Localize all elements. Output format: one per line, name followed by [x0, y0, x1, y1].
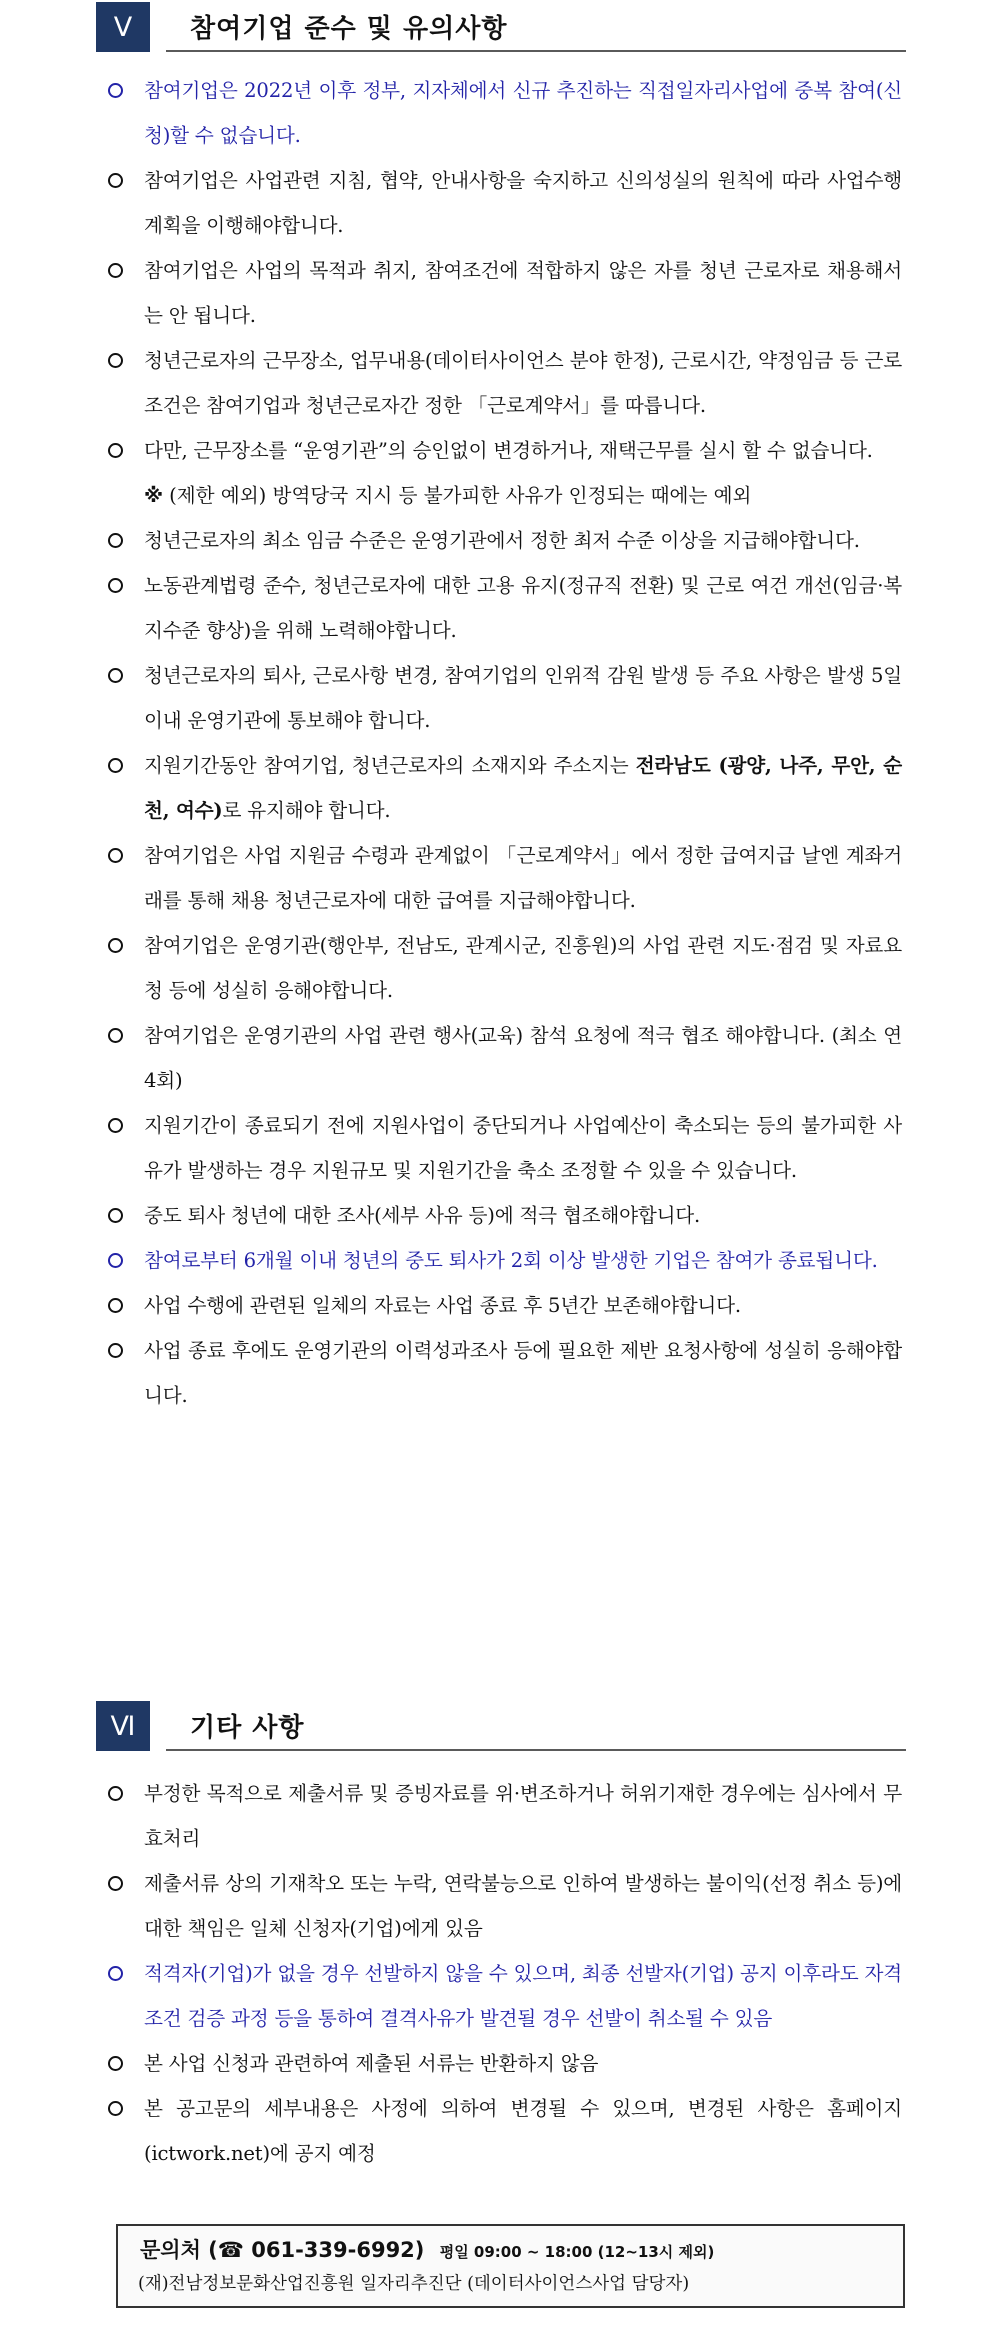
circle-bullet-icon [108, 533, 123, 548]
item-list [96, 1771, 906, 2176]
section-number: Ⅴ [96, 2, 150, 52]
item-list [96, 68, 906, 1418]
divider [166, 50, 906, 52]
list-item: 사업 종료 후에도 운영기관의 이력성과조사 등에 필요한 제반 요청사항에 성실히 응해야합니다. [96, 1328, 906, 1418]
contact-organization: (재)전남정보문화산업진흥원 일자리추진단 (데이터사이언스사업 담당자) [138, 2274, 690, 2294]
section-header [96, 2, 906, 52]
circle-bullet-icon [108, 83, 123, 98]
circle-bullet-icon [108, 1208, 123, 1223]
circle-bullet-icon [108, 1786, 123, 1801]
list-item: 청년근로자의 근무장소, 업무내용(데이터사이언스 분야 한정), 근로시간, 약정임금 등 근로조건은 참여기업과 청년근로자간 정한 「근로계약서」를 따릅니다. [96, 338, 906, 428]
circle-bullet-icon [108, 1298, 123, 1313]
list-item: 다만, 근무장소를 “운영기관”의 승인없이 변경하거나, 재택근무를 실시 할 수 없습니다. [96, 428, 906, 473]
list-item: 지원기간이 종료되기 전에 지원사업이 중단되거나 사업예산이 축소되는 등의 불가피한 사유가 발생하는 경우 지원규모 및 지원기간을 축소 조정할 수 있을 수 있습니다. [96, 1103, 906, 1193]
list-item: 참여기업은 2022년 이후 정부, 지자체에서 신규 추진하는 직접일자리사업에 중복 참여(신청)할 수 없습니다. [96, 68, 906, 158]
circle-bullet-icon [108, 263, 123, 278]
section-number: Ⅵ [96, 1701, 150, 1751]
section-5 [96, 2, 906, 1418]
section-title: 기타 사항 [190, 1713, 305, 1743]
list-item: 본 사업 신청과 관련하여 제출된 서류는 반환하지 않음 [96, 2041, 906, 2086]
circle-bullet-icon [108, 2101, 123, 2116]
circle-bullet-icon [108, 938, 123, 953]
list-item: 청년근로자의 퇴사, 근로사항 변경, 참여기업의 인위적 감원 발생 등 주요 사항은 발생 5일이내 운영기관에 통보해야 합니다. [96, 653, 906, 743]
list-item: 참여기업은 사업관련 지침, 협약, 안내사항을 숙지하고 신의성실의 원칙에 따라 사업수행계획을 이행해야합니다. [96, 158, 906, 248]
circle-bullet-icon [108, 1028, 123, 1043]
circle-bullet-icon [108, 1966, 123, 1981]
circle-bullet-icon [108, 758, 123, 773]
circle-bullet-icon [108, 1118, 123, 1133]
list-item: 청년근로자의 최소 임금 수준은 운영기관에서 정한 최저 수준 이상을 지급해야합니다. [96, 518, 906, 563]
list-item: 참여기업은 사업의 목적과 취지, 참여조건에 적합하지 않은 자를 청년 근로자로 채용해서는 안 됩니다. [96, 248, 906, 338]
list-item: 참여기업은 운영기관(행안부, 전남도, 관계시군, 진흥원)의 사업 관련 지도·점검 및 자료요청 등에 성실히 응해야합니다. [96, 923, 906, 1013]
list-item: 사업 수행에 관련된 일체의 자료는 사업 종료 후 5년간 보존해야합니다. [96, 1283, 906, 1328]
section-6 [96, 1701, 906, 2176]
contact-box [116, 2224, 905, 2308]
circle-bullet-icon [108, 578, 123, 593]
list-item: 지원기간동안 참여기업, 청년근로자의 소재지와 주소지는 전라남도 (광양, 나주, 무안, 순천, 여수)로 유지해야 합니다. [96, 743, 906, 833]
contact-label: 문의처 [140, 2238, 201, 2262]
divider [166, 1749, 906, 1751]
circle-bullet-icon [108, 443, 123, 458]
list-item: 제출서류 상의 기재착오 또는 누락, 연락불능으로 인하여 발생하는 불이익(선정 취소 등)에 대한 책임은 일체 신청자(기업)에게 있음 [96, 1861, 906, 1951]
list-item: 중도 퇴사 청년에 대한 조사(세부 사유 등)에 적극 협조해야합니다. [96, 1193, 906, 1238]
section-title: 참여기업 준수 및 유의사항 [190, 14, 508, 44]
circle-bullet-icon [108, 1343, 123, 1358]
section-header [96, 1701, 906, 1751]
contact-hours: 평일 09:00 ~ 18:00 (12~13시 제외) [439, 2243, 715, 2261]
list-item: 적격자(기업)가 없을 경우 선발하지 않을 수 있으며, 최종 선발자(기업) 공지 이후라도 자격조건 검증 과정 등을 통하여 결격사유가 발견될 경우 선발이 취소될 수 있음 [96, 1951, 906, 2041]
exception-note: ※ (제한 예외) 방역당국 지시 등 불가피한 사유가 인정되는 때에는 예외 [144, 484, 752, 507]
list-item: 참여기업은 사업 지원금 수령과 관계없이 「근로계약서」에서 정한 급여지급 날엔 계좌거래를 통해 채용 청년근로자에 대한 급여를 지급해야합니다. [96, 833, 906, 923]
contact-heading [140, 2234, 714, 2264]
circle-bullet-icon [108, 848, 123, 863]
region-emphasis: 전라남도 (광양, 나주, 무안, 순천, 여수) [144, 754, 902, 822]
circle-bullet-icon [108, 1876, 123, 1891]
circle-bullet-icon [108, 1253, 123, 1268]
list-item: 본 공고문의 세부내용은 사정에 의하여 변경될 수 있으며, 변경된 사항은 홈페이지(ictwork.net)에 공지 예정 [96, 2086, 906, 2176]
list-item: 노동관계법령 준수, 청년근로자에 대한 고용 유지(정규직 전환) 및 근로 여건 개선(임금·복지수준 향상)을 위해 노력해야합니다. [96, 563, 906, 653]
list-item: 참여기업은 운영기관의 사업 관련 행사(교육) 참석 요청에 적극 협조 해야합니다. (최소 연 4회) [96, 1013, 906, 1103]
circle-bullet-icon [108, 353, 123, 368]
circle-bullet-icon [108, 173, 123, 188]
contact-phone: (☎ 061-339-6992) [208, 2238, 425, 2262]
list-item: 부정한 목적으로 제출서류 및 증빙자료를 위·변조하거나 허위기재한 경우에는 심사에서 무효처리 [96, 1771, 906, 1861]
note-mark: ※ [144, 484, 164, 507]
circle-bullet-icon [108, 668, 123, 683]
circle-bullet-icon [108, 2056, 123, 2071]
list-item: 참여로부터 6개월 이내 청년의 중도 퇴사가 2회 이상 발생한 기업은 참여가 종료됩니다. [96, 1238, 906, 1283]
